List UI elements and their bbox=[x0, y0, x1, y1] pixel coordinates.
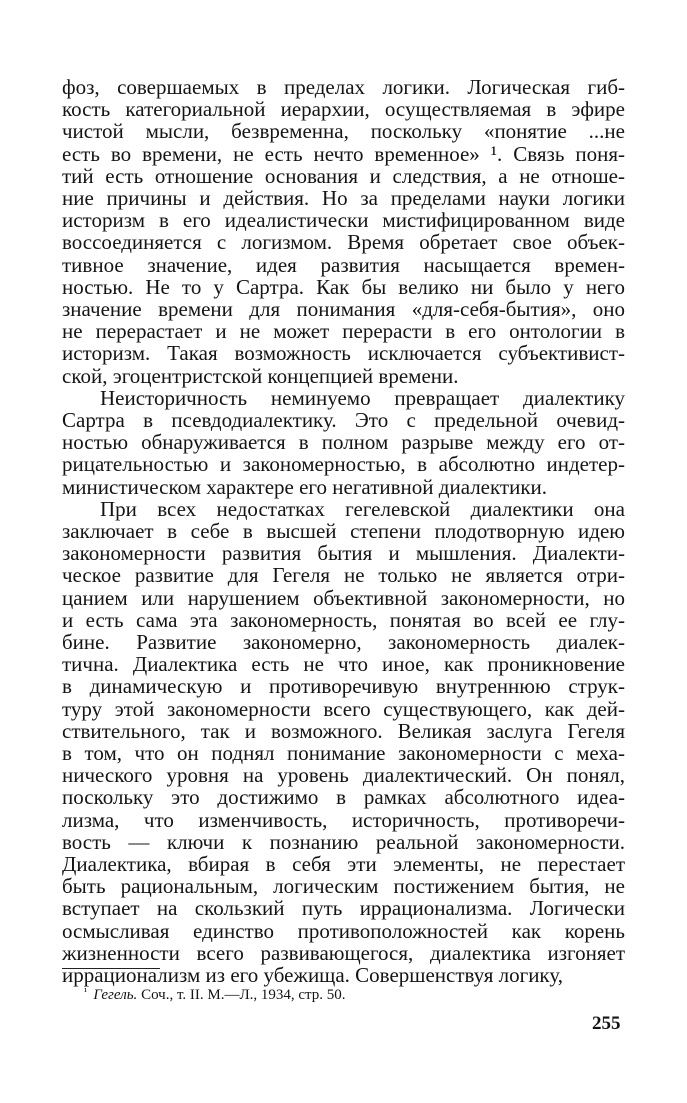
text-line: фоз, совершаемых в пределах логики. Логическая гиб- bbox=[62, 75, 625, 99]
text-line: При всех недостатках гегелевской диалектики она bbox=[100, 496, 625, 521]
text-line: осмысливая единство противоположностей как корень bbox=[62, 918, 625, 943]
text-line: рицательностью и закономерностью, в абсолютно индетер- bbox=[62, 452, 625, 477]
text-line: чистой мысли, безвременна, поскольку «понятие ...не bbox=[62, 119, 625, 144]
text-line: историзм в его идеалистически мистифицированном виде bbox=[62, 208, 625, 233]
text-line: кость категориальной иерархии, осуществляемая в эфире bbox=[62, 97, 625, 122]
text-line: ствительного, так и возможного. Великая заслуга Гегеля bbox=[62, 718, 625, 743]
footnote-separator bbox=[62, 968, 160, 969]
text-line: туру этой закономерности всего существующего, как дей- bbox=[62, 696, 625, 721]
text-line: значение времени для понимания «для-себя-бытия», оно bbox=[62, 297, 625, 321]
text-line: в том, что он поднял понимание закономерности с меха- bbox=[62, 741, 625, 765]
text-line: Диалектика, вбирая в себя эти элементы, не перестает bbox=[62, 852, 625, 876]
footnote-author: Гегель. bbox=[93, 987, 138, 1003]
text-line: ческое развитие для Гегеля не только не является отри- bbox=[62, 563, 625, 588]
text-line: министическом характере его негативной диалектики. bbox=[62, 474, 548, 499]
text-line: вость — ключи к познанию реальной закономерности. bbox=[62, 829, 625, 854]
text-line: жизненности всего развивающегося, диалектика изгоняет bbox=[62, 940, 625, 965]
text-line: иррационализм из его убежища. Совершенствуя логику, bbox=[62, 963, 563, 987]
text-line: цанием или нарушением объективной закономерности, но bbox=[62, 585, 625, 610]
text-line: Сартра в псевдодиалектику. Это с предельной очевид- bbox=[62, 408, 625, 432]
text-line: ностью. Не то у Сартра. Как бы велико ни было у него bbox=[62, 274, 625, 299]
text-line: бине. Развитие закономерно, закономерность диалек- bbox=[62, 630, 625, 654]
text-line: Неисторичность неминуемо превращает диалектику bbox=[100, 385, 625, 410]
text-line: закономерности развития бытия и мышления. Диалекти- bbox=[62, 541, 625, 566]
text-line: ской, эгоцентристской концепцией времени. bbox=[62, 363, 459, 388]
footnote-text: Соч., т. II. М.—Л., 1934, стр. 50. bbox=[141, 987, 346, 1003]
text-line: вступает на скользкий путь иррационализма. Логически bbox=[62, 896, 625, 921]
text-line: историзм. Такая возможность исключается субъективист- bbox=[62, 341, 625, 366]
text-line: заключает в себе в высшей степени плодотворную идею bbox=[62, 519, 625, 543]
text-line: поскольку это достижимо в рамках абсолютного идеа- bbox=[62, 785, 625, 810]
footnote bbox=[84, 983, 346, 1004]
text-line: тий есть отношение основания и следствия, а не отноше- bbox=[62, 163, 625, 188]
text-line: в динамическую и противоречивую внутреннюю струк- bbox=[62, 674, 625, 699]
text-line: ностью обнаруживается в полном разрыве между его от- bbox=[62, 430, 625, 455]
text-line: тична. Диалектика есть не что иное, как проникновение bbox=[62, 652, 625, 677]
text-line: тивное значение, идея развития насыщается времен- bbox=[62, 252, 625, 277]
footnote-mark: ¹ bbox=[84, 986, 88, 998]
page-number: 255 bbox=[592, 1013, 621, 1034]
text-line: и есть сама эта закономерность, понятая во всей ее глу- bbox=[62, 607, 625, 632]
text-line: не перерастает и не может перерасти в его онтологии в bbox=[62, 319, 625, 344]
text-line: ние причины и действия. Но за пределами науки логики bbox=[62, 186, 625, 210]
text-line: быть рациональным, логическим постижением бытия, не bbox=[62, 874, 625, 899]
text-line: нического уровня на уровень диалектический. Он понял, bbox=[62, 763, 625, 788]
text-line: есть во времени, не есть нечто временное» ¹. Связь поня- bbox=[62, 141, 625, 166]
text-line: воссоединяется с логизмом. Время обретает свое объек- bbox=[62, 230, 625, 255]
text-line: лизма, что изменчивость, историчность, противоречи- bbox=[62, 807, 625, 832]
